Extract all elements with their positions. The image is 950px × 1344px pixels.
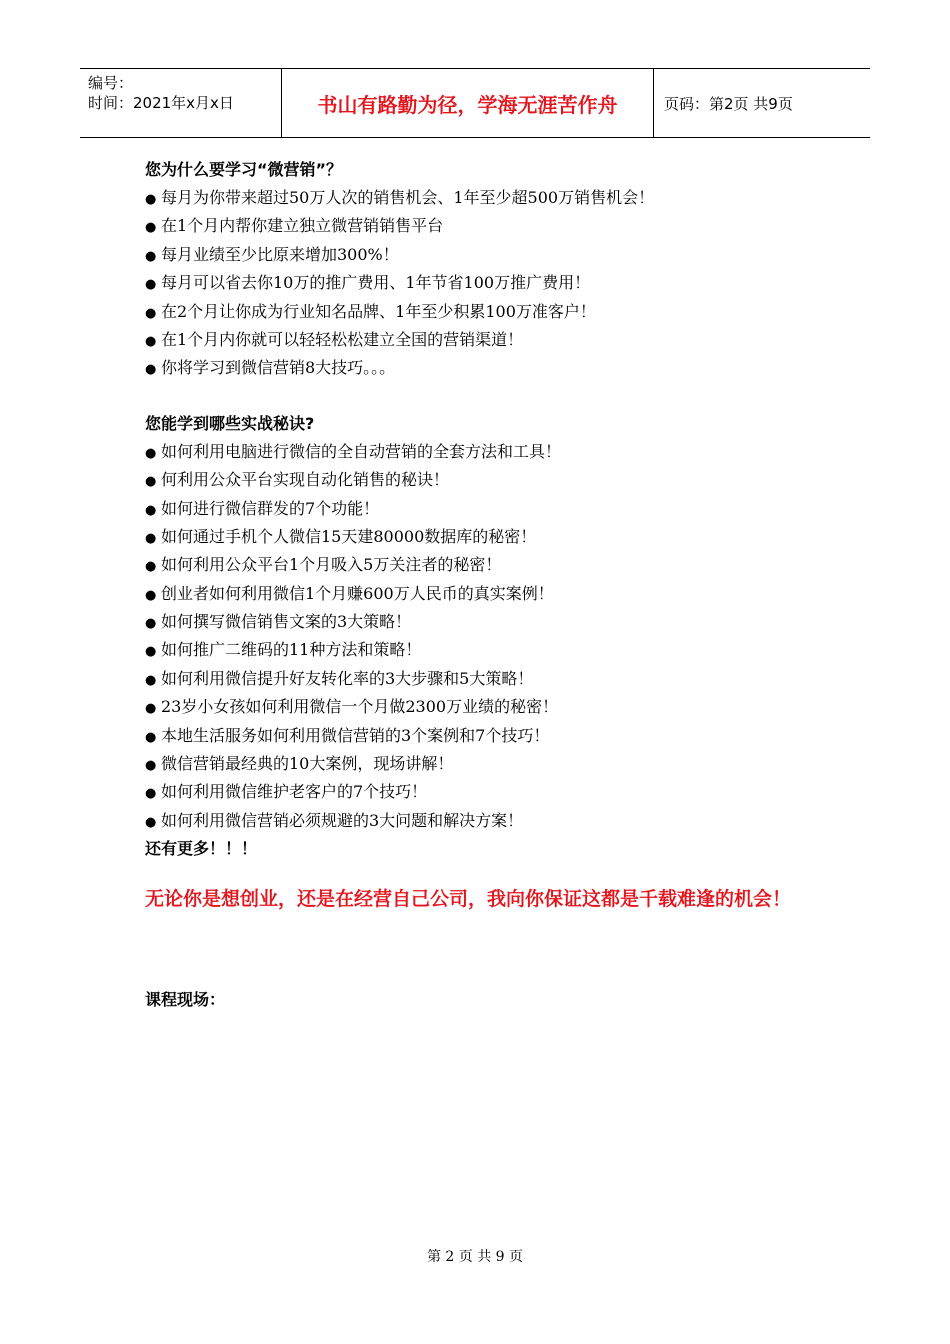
list-item [145, 212, 825, 240]
list-item [145, 608, 825, 636]
list-item-text: 每月业绩至少比原来增加300%！ [161, 244, 399, 264]
section-title-secrets: 您能学到哪些实战秘诀? [145, 413, 315, 433]
list-item [145, 495, 825, 523]
bullet-icon: ● [145, 248, 157, 264]
list-item [145, 438, 825, 466]
list-item [145, 807, 825, 835]
section-title-why: 您为什么要学习“微营销”？ [145, 160, 343, 179]
bullet-icon: ● [145, 786, 157, 802]
list-item [145, 665, 825, 693]
highlight-text: 无论你是想创业，还是在经营自己公司，我向你保证这都是千载难逢的机会！ [145, 888, 792, 911]
bullet-icon: ● [145, 220, 157, 236]
bullet-icon: ● [145, 445, 157, 461]
list-item-text: 如何通过手机个人微信15天建80000数据库的秘密！ [161, 526, 537, 546]
list-item [145, 693, 825, 721]
bullet-icon: ● [145, 305, 157, 321]
bullet-icon: ● [145, 192, 157, 207]
time-label: 时间：2021年x月x日 [88, 94, 234, 112]
list-item-text: 23岁小女孩如何利用微信一个月做2300万业绩的秘密！ [161, 697, 559, 717]
list-item [145, 241, 825, 269]
list-item [145, 298, 825, 326]
bullet-icon: ● [145, 644, 157, 660]
list-item-text: 如何利用公众平台1个月吸入5万关注者的秘密！ [161, 555, 502, 575]
list-item [145, 269, 825, 297]
bullet-icon: ● [145, 758, 157, 774]
list-item [145, 750, 825, 778]
bullet-icon: ● [145, 474, 157, 490]
list-item-text: 如何进行微信群发的7个功能！ [161, 498, 380, 518]
list-item-text: 在2个月让你成为行业知名品牌、1年至少积累100万准客户！ [161, 301, 596, 321]
list-item [145, 354, 825, 382]
bullet-icon: ● [145, 362, 157, 378]
list-item [145, 636, 825, 664]
list-item [145, 466, 825, 494]
why-list [145, 184, 825, 383]
list-item [145, 580, 825, 608]
list-item [145, 184, 825, 212]
list-item-text: 每月可以省去你10万的推广费用、1年节省100万推广费用！ [161, 273, 591, 293]
header-meta [80, 69, 282, 137]
list-item-text: 创业者如何利用微信1个月赚600万人民币的真实案例！ [161, 583, 554, 603]
list-item [145, 722, 825, 750]
list-item-text: 如何利用微信提升好友转化率的3大步骤和5大策略！ [161, 668, 534, 688]
bullet-icon: ● [145, 502, 157, 518]
list-item-text: 在1个月内你就可以轻轻松松建立全国的营销渠道！ [161, 329, 524, 349]
list-item [145, 778, 825, 806]
header-motto: 书山有路勤为径，学海无涯苦作舟 [282, 69, 654, 137]
document-header [80, 68, 870, 138]
bullet-icon: ● [145, 729, 157, 745]
list-item-text: 本地生活服务如何利用微信营销的3个案例和7个技巧！ [161, 725, 550, 745]
bullet-icon: ● [145, 672, 157, 688]
number-label: 编号： [88, 74, 134, 92]
more-text: 还有更多！！！ [145, 839, 258, 859]
bullet-icon: ● [145, 616, 157, 632]
list-item [145, 523, 825, 551]
list-item-text: 每月为你带来超过50万人次的销售机会、1年至少超500万销售机会！ [161, 188, 655, 207]
list-item [145, 326, 825, 354]
course-label: 课程现场： [145, 990, 226, 1010]
secrets-list [145, 438, 825, 835]
list-item-text: 何利用公众平台实现自动化销售的秘诀！ [161, 470, 450, 490]
header-page-info: 页码：第2页 共9页 [664, 94, 793, 113]
page-footer: 第 2 页 共 9 页 [426, 1249, 524, 1265]
bullet-icon: ● [145, 587, 157, 603]
bullet-icon: ● [145, 814, 157, 830]
list-item-text: 如何推广二维码的11种方法和策略！ [161, 640, 422, 660]
list-item [145, 551, 825, 579]
list-item-text: 如何利用微信营销必须规避的3大问题和解决方案！ [161, 810, 524, 830]
list-item-text: 微信营销最经典的10大案例，现场讲解！ [161, 754, 454, 774]
list-item-text: 你将学习到微信营销8大技巧。。。 [161, 358, 396, 378]
bullet-icon: ● [145, 530, 157, 546]
list-item-text: 如何利用微信维护老客户的7个技巧！ [161, 782, 428, 802]
bullet-icon: ● [145, 277, 157, 293]
list-item-text: 在1个月内帮你建立独立微营销销售平台 [161, 216, 444, 236]
bullet-icon: ● [145, 559, 157, 575]
bullet-icon: ● [145, 701, 157, 717]
list-item-text: 如何撰写微信销售文案的3大策略！ [161, 612, 412, 632]
document-body [145, 156, 825, 1014]
bullet-icon: ● [145, 333, 157, 349]
list-item-text: 如何利用电脑进行微信的全自动营销的全套方法和工具！ [161, 441, 562, 461]
